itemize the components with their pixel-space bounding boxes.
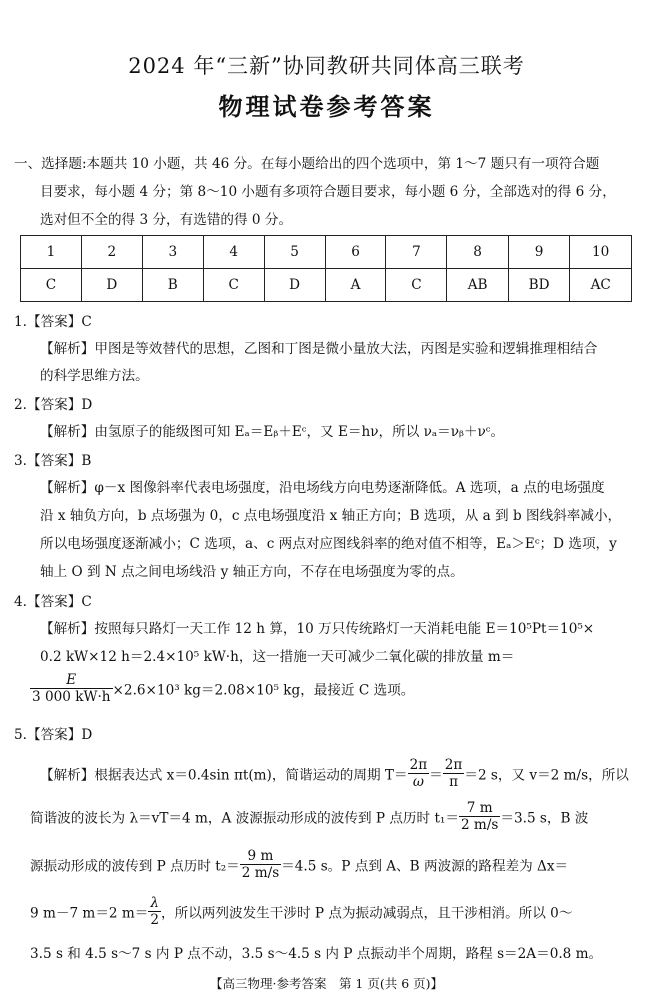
question-number-cell: 2 [81,236,142,269]
question-number-cell: 6 [325,236,386,269]
q3-explanation-line: 轴上 O 到 N 点之间电场线沿 y 轴正方向，不存在电场强度为零的点。 [40,564,464,580]
answer-cell: AC [570,269,632,302]
fraction [408,757,430,790]
q4-explanation-line: 0.2 kW×12 h＝2.4×10⁵ kW·h，这一措施一天可减少二氧化碳的排放量 m＝ [40,649,515,665]
page-footer: 【高三物理·参考答案 第 1 页(共 6 页)】 [209,976,444,991]
fraction [459,800,500,833]
instruction-line: 选对但不全的得 3 分，有选错的得 0 分。 [40,212,293,228]
fraction-numerator: λ [148,895,161,912]
fraction-denominator: 3 000 kW·h [32,689,111,705]
formula-text: 简谐波的波长为 λ＝vT＝4 m，A 波源振动形成的波传到 P 点历时 t₁＝ [30,810,459,827]
q4-answer-label: 4.【答案】C [14,594,92,610]
fraction [30,672,113,705]
question-number-cell: 8 [447,236,508,269]
fraction-denominator: 2 [150,912,160,928]
answer-row [21,269,632,302]
q5-explanation-line [30,800,588,833]
formula-text: ＝4.5 s。P 点到 A、B 两波源的路程差为 Δx＝ [281,858,569,875]
formula-text: ＝ [429,767,443,784]
answer-cell: B [142,269,203,302]
fraction [148,895,161,928]
question-number-cell: 5 [264,236,325,269]
instruction-line: 目要求，每小题 4 分；第 8～10 小题有多项符合题目要求，每小题 6 分，全部选对的得 6 分， [40,184,616,200]
answer-cell: AB [447,269,508,302]
answer-table [20,235,632,302]
fraction-numerator: E [30,672,113,689]
question-number-cell: 10 [570,236,632,269]
q5-explanation-line [30,895,572,928]
fraction-numerator: 2π [409,757,428,773]
fraction-numerator: 9 m [240,848,281,865]
fraction-denominator: 2 m/s [460,817,499,833]
formula-text: ，所以两列波发生干涉时 P 点为振动减弱点，且干涉相消。所以 0～ [161,905,573,922]
question-number-cell: 4 [203,236,264,269]
exam-title: 2024 年“三新”协同教研共同体高三联考 [128,54,525,78]
fraction-denominator: π [449,774,459,790]
q2-explanation-line: 【解析】由氢原子的能级图可知 Eₐ＝Eᵦ＋Eᶜ，又 E＝hν，所以 νₐ＝νᵦ＋νᶜ。 [40,424,505,440]
answer-cell: D [264,269,325,302]
q3-explanation-line: 所以电场强度逐渐减小；C 选项，a、c 两点对应图线斜率的绝对值不相等，Eₐ＞Eᶜ；D 选项，y [40,536,617,552]
answer-cell: C [21,269,82,302]
fraction-denominator: 2 m/s [241,865,280,881]
section-one-instructions [14,150,644,234]
fraction [240,848,281,881]
q2-answer-label: 2.【答案】D [14,397,93,413]
answer-cell: BD [508,269,570,302]
q1-answer-label: 1.【答案】C [14,314,92,330]
q3-answer-label: 3.【答案】B [14,453,92,469]
q5-explanation-line [30,848,568,881]
answer-cell: A [325,269,386,302]
q5-explanation-line [40,757,629,790]
q5-explanation-line: 3.5 s 和 4.5 s～7 s 内 P 点不动，3.5 s～4.5 s 内 P 点振动半个周期，路程 s＝2A＝0.8 m。 [30,946,603,962]
q4-formula-line [30,672,414,705]
answer-key-title: 物理试卷参考答案 [218,92,435,121]
q5-answer-label: 5.【答案】D [14,727,93,743]
fraction-numerator: 7 m [459,800,500,817]
formula-text: ＝2 s，又 v＝2 m/s，所以 [464,767,629,784]
formula-text: ×2.6×10³ kg＝2.08×10⁵ kg，最接近 C 选项。 [112,682,415,699]
question-number-cell: 9 [508,236,570,269]
q3-explanation-line: 【解析】φ－x 图像斜率代表电场强度，沿电场线方向电势逐渐降低。A 选项，a 点的电场强度 [40,480,605,496]
q3-explanation-line: 沿 x 轴负方向，b 点场强为 0，c 点电场强度沿 x 轴正方向；B 选项，从 a 到 b 图线斜率减小， [40,508,622,524]
instruction-line: 一、选择题:本题共 10 小题，共 46 分。在每小题给出的四个选项中，第 1～7 题只有一项符合题 [14,156,600,172]
formula-text: 【解析】根据表达式 x＝0.4sin πt(m)，简谐运动的周期 T＝ [40,767,408,784]
answer-cell: D [81,269,142,302]
fraction-numerator: 2π [444,757,463,773]
question-number-cell: 1 [21,236,82,269]
q1-explanation-line: 的科学思维方法。 [40,368,149,384]
question-number-row [21,236,632,269]
fraction-denominator: ω [412,774,424,790]
question-number-cell: 7 [386,236,447,269]
formula-text: 9 m－7 m＝2 m＝ [30,905,149,922]
answer-cell: C [386,269,447,302]
question-number-cell: 3 [142,236,203,269]
formula-text: ＝3.5 s，B 波 [500,810,589,827]
q4-explanation-line: 【解析】按照每只路灯一天工作 12 h 算，10 万只传统路灯一天消耗电能 E＝10⁵Pt＝10⁵× [40,621,595,637]
formula-text: 源振动形成的波传到 P 点历时 t₂＝ [30,858,240,875]
q1-explanation-line: 【解析】甲图是等效替代的思想，乙图和丁图是微小量放大法，丙图是实验和逻辑推理相结合 [40,341,598,357]
answer-cell: C [203,269,264,302]
fraction [443,757,465,790]
